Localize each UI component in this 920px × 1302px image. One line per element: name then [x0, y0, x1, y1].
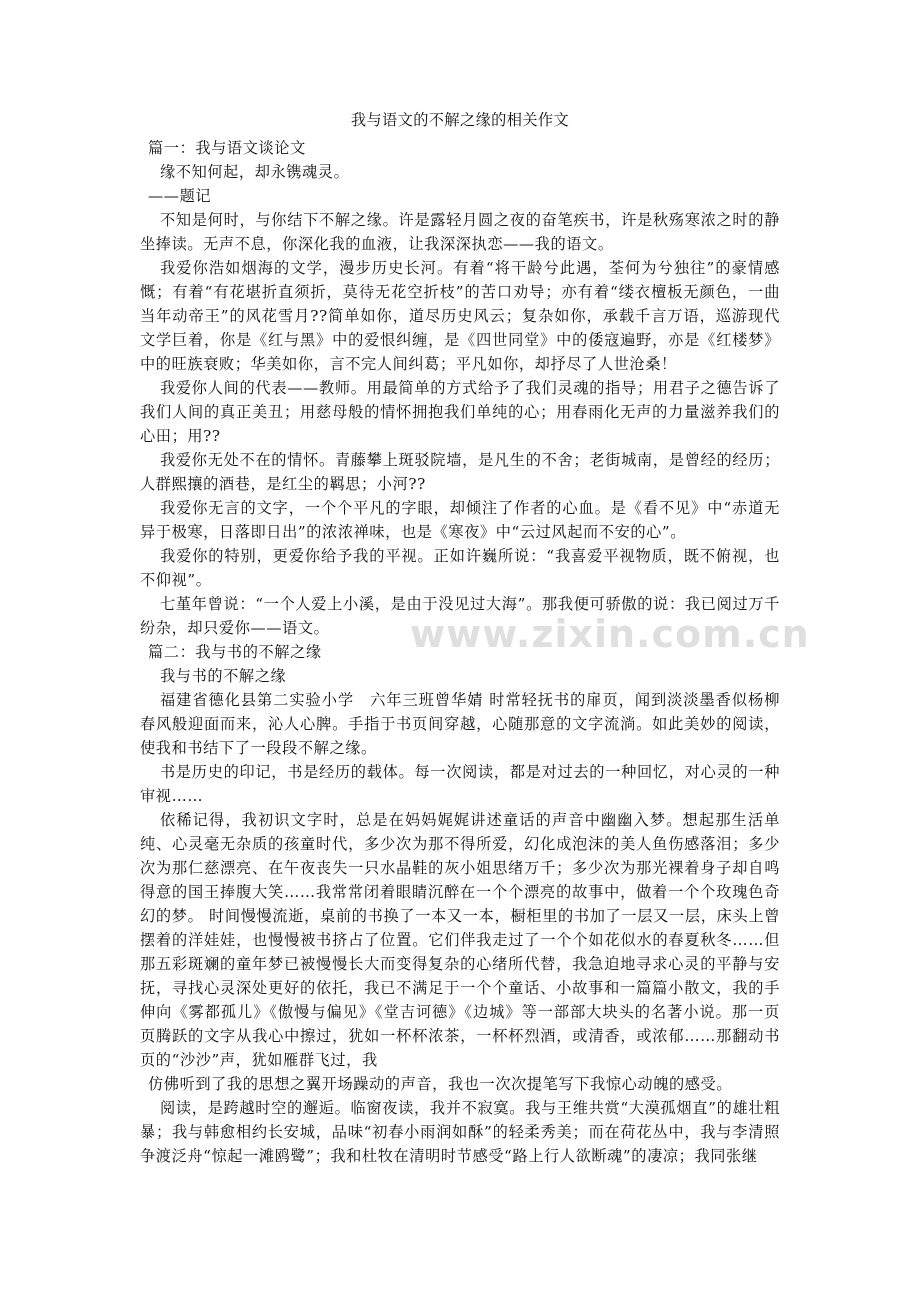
- paragraph: 福建省德化县第二实验小学 六年三班曾华婧 时常轻抚书的扉页，闻到淡淡墨香似杨柳春风般迎面而来，沁人心脾。手指于书页间穿越，心随那意的文字流淌。如此美妙的阅读，使我和书结下了一段段不解之缘。: [140, 691, 780, 757]
- paragraph: 我爱你浩如烟海的文学，漫步历史长河。有着“将干龄兮此遇，荃何为兮独往”的豪情感慨；有着“有花堪折直须折，莫待无花空折枝”的苦口劝导；亦有着“缕衣檀板无颜色，一曲当年动帝王”的风花雪月??简单如你，道尽历史风云；复杂如你，承载千言万语，巡游现代文学巨着，你是《红与黑》中的爱恨纠缠，是《四世同堂》中的倭寇遍野，亦是《红楼梦》中的旺族衰败；华美如你，言不完人间纠葛；平凡如你，却抒尽了人世沧桑！: [140, 259, 780, 373]
- section-heading-2: 篇二：我与书的不解之缘: [148, 643, 322, 661]
- document-title: 我与语文的不解之缘的相关作文: [350, 111, 570, 129]
- paragraph: 仿佛听到了我的思想之翼开场躁动的声音，我也一次次提笔写下我惊心动魄的感受。: [148, 1075, 733, 1093]
- paragraph: 我爱你无言的文字，一个个平凡的字眼，却倾注了作者的心血。是《看不见》中“赤道无异于极寒，日落即日出”的浓浓禅味，也是《寒夜》中“云过风起而不安的心”。: [140, 499, 780, 541]
- essay-title: 我与书的不解之缘: [160, 667, 287, 685]
- paragraph: 书是历史的印记，书是经历的载体。每一次阅读，都是对过去的一种回忆，对心灵的一种审视……: [140, 763, 780, 805]
- paragraph: 我爱你人间的代表——教师。用最简单的方式给予了我们灵魂的指导；用君子之德告诉了我们人间的真正美丑；用慈母般的情怀拥抱我们单纯的心；用春雨化无声的力量滋养我们的心田；用??: [140, 379, 780, 445]
- document-body: [140, 108, 780, 1168]
- paragraph: 七堇年曾说：“一个人爱上小溪，是由于没见过大海”。那我便可骄傲的说：我已阅过万千纷杂，却只爱你——语文。: [140, 595, 780, 637]
- paragraph: 依稀记得，我初识文字时，总是在妈妈娓娓讲述童话的声音中幽幽入梦。想起那生活单纯、心灵毫无杂质的孩童时代，多少次为那不得所爱，幻化成泡沫的美人鱼伤感落泪；多少次为那仁慈漂亮、在午夜丧失一只水晶鞋的灰小姐思绪万千；多少次为那光裸着身子却自鸣得意的国王捧腹大笑……我常常闭着眼睛沉醉在一个个漂亮的故事中，做着一个个玫瑰色奇幻的梦。 时间慢慢流逝，桌前的书换了一本又一本，橱柜里的书加了一层又一层，床头上曾摆着的洋娃娃，也慢慢被书挤占了位置。它们伴我走过了一个个如花似水的春夏秋冬……但那五彩斑斓的童年梦已被慢慢长大而变得复杂的心绪所代替，我急迫地寻求心灵的平静与安抚，寻找心灵深处更好的依托，我已不满足于一个个童话、小故事和一篇篇小散文，我的手伸向《雾都孤儿》《傲慢与偏见》《堂吉诃德》《边城》等一部部大块头的名著小说。那一页页腾跃的文字从我心中擦过，犹如一杯杯浓茶，一杯杯烈酒，或清香，或浓郁……那翻动书页的“沙沙”声，犹如雁群飞过，我: [140, 811, 780, 1069]
- epigraph-attribution: ——题记: [148, 187, 212, 205]
- paragraph: 阅读，是跨越时空的邂逅。临窗夜读，我并不寂寞。我与王维共赏“大漠孤烟直”的雄壮粗暴；我与韩愈相约长安城，品味“初春小雨润如酥”的轻柔秀美；而在荷花丛中，我与李清照争渡泛舟“惊起一滩鸥鹭”；我和杜牧在清明时节感受“路上行人欲断魂”的凄凉；我同张继: [140, 1099, 780, 1165]
- epigraph: 缘不知何起，却永镌魂灵。: [160, 163, 350, 181]
- watermark: www.zixin.com.cn: [410, 612, 810, 656]
- paragraph: 我爱你的特别，更爱你给予我的平视。正如许巍所说：“我喜爱平视物质，既不俯视，也不仰视”。: [140, 547, 780, 589]
- paragraph: 不知是何时，与你结下不解之缘。许是露轻月圆之夜的奋笔疾书，许是秋殇寒浓之时的静坐捧读。无声不息，你深化我的血液，让我深深执恋——我的语文。: [140, 211, 780, 253]
- section-heading-1: 篇一：我与语文谈论文: [148, 139, 306, 157]
- paragraph: 我爱你无处不在的情怀。青藤攀上斑驳院墙，是凡生的不舍；老街城南，是曾经的经历；人群熙攘的酒巷，是红尘的羁思；小河??: [140, 451, 780, 493]
